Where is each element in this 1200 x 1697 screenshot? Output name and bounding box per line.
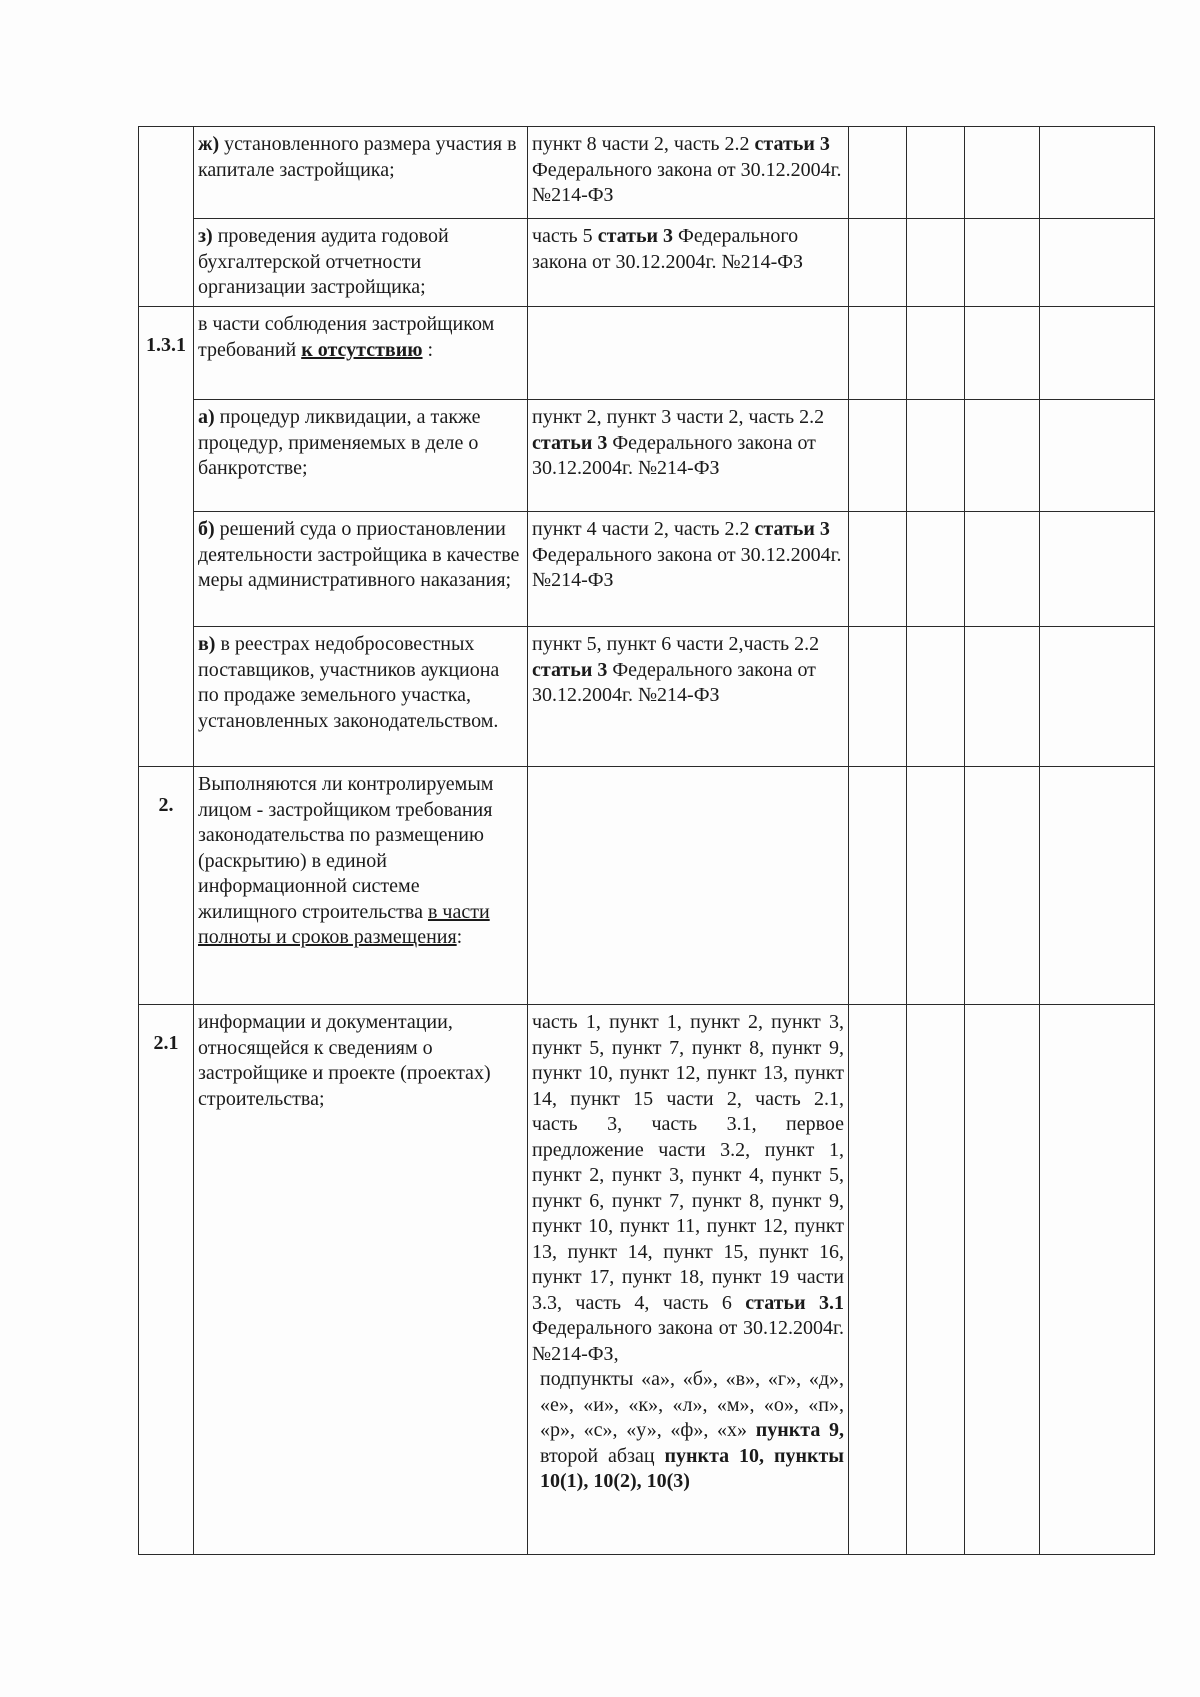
requirement-cell: ж) установленного размера участия в капитале застройщика; xyxy=(194,127,528,219)
table-row xyxy=(139,400,1155,512)
requirement-cell: з) проведения аудита годовой бухгалтерской отчетности организации застройщика; xyxy=(194,219,528,307)
note-cell xyxy=(1040,767,1155,1005)
requirement-cell: Выполняются ли контролируемым лицом - застройщиком требования законодательства по размещению (раскрытию) в единой информационной системе жилищного строительства в части полноты и сроков размещения: xyxy=(194,767,528,1005)
reference-cell: пункт 4 части 2, часть 2.2 статьи 3 Федерального закона от 30.12.2004г. №214-ФЗ xyxy=(528,512,849,627)
row-number xyxy=(139,127,194,307)
row-number: 2.1 xyxy=(139,1005,194,1555)
requirement-cell: информации и документации, относящейся к сведениям о застройщике и проекте (проектах) строительства; xyxy=(194,1005,528,1555)
note-cell xyxy=(1040,400,1155,512)
answer-cell-3 xyxy=(965,767,1040,1005)
reference-cell: пункт 8 части 2, часть 2.2 статьи 3 Федерального закона от 30.12.2004г. №214-ФЗ xyxy=(528,127,849,219)
answer-cell-3 xyxy=(965,400,1040,512)
note-cell xyxy=(1040,1005,1155,1555)
answer-cell-3 xyxy=(965,512,1040,627)
table-row xyxy=(139,767,1155,1005)
note-cell xyxy=(1040,627,1155,767)
answer-cell-1 xyxy=(849,627,907,767)
answer-cell-2 xyxy=(907,127,965,219)
answer-cell-2 xyxy=(907,627,965,767)
note-cell xyxy=(1040,127,1155,219)
note-cell xyxy=(1040,219,1155,307)
answer-cell-3 xyxy=(965,627,1040,767)
reference-cell: часть 5 статьи 3 Федерального закона от 30.12.2004г. №214-ФЗ xyxy=(528,219,849,307)
answer-cell-3 xyxy=(965,127,1040,219)
answer-cell-2 xyxy=(907,307,965,400)
note-cell xyxy=(1040,512,1155,627)
reference-cell xyxy=(528,767,849,1005)
table-row xyxy=(139,307,1155,400)
table-row xyxy=(139,512,1155,627)
table-row xyxy=(139,219,1155,307)
reference-cell xyxy=(528,307,849,400)
answer-cell-3 xyxy=(965,307,1040,400)
note-cell xyxy=(1040,307,1155,400)
row-number: 1.3.1 xyxy=(139,307,194,767)
answer-cell-2 xyxy=(907,512,965,627)
answer-cell-2 xyxy=(907,400,965,512)
table-row xyxy=(139,627,1155,767)
reference-cell: пункт 5, пункт 6 части 2,часть 2.2 статьи 3 Федерального закона от 30.12.2004г. №214-ФЗ xyxy=(528,627,849,767)
row-number: 2. xyxy=(139,767,194,1005)
answer-cell-1 xyxy=(849,307,907,400)
table-row xyxy=(139,1005,1155,1555)
answer-cell-1 xyxy=(849,219,907,307)
answer-cell-2 xyxy=(907,767,965,1005)
reference-cell: пункт 2, пункт 3 части 2, часть 2.2 статьи 3 Федерального закона от 30.12.2004г. №214-ФЗ xyxy=(528,400,849,512)
answer-cell-1 xyxy=(849,767,907,1005)
requirement-cell: а) процедур ликвидации, а также процедур, применяемых в деле о банкротстве; xyxy=(194,400,528,512)
answer-cell-1 xyxy=(849,1005,907,1555)
answer-cell-3 xyxy=(965,219,1040,307)
table-row xyxy=(139,127,1155,219)
answer-cell-2 xyxy=(907,1005,965,1555)
answer-cell-2 xyxy=(907,219,965,307)
answer-cell-1 xyxy=(849,400,907,512)
requirement-cell: в части соблюдения застройщиком требований к отсутствию : xyxy=(194,307,528,400)
answer-cell-3 xyxy=(965,1005,1040,1555)
requirement-cell: б) решений суда о приостановлении деятельности застройщика в качестве меры административного наказания; xyxy=(194,512,528,627)
reference-cell: часть 1, пункт 1, пункт 2, пункт 3, пункт 5, пункт 7, пункт 8, пункт 9, пункт 10, пункт 12, пункт 13, пункт 14, пункт 15 части 2, часть 2.1, часть 3, часть 3.1, первое предложение части 3.2, пункт 1, пункт 2, пункт 3, пункт 4, пункт 5, пункт 6, пункт 7, пункт 8, пункт 9, пункт 10, пункт 11, пункт 12, пункт 13, пункт 14, пункт 15, пункт 16, пункт 17, пункт 18, пункт 19 части 3.3, часть 4, часть 6 статьи 3.1 Федерального закона от 30.12.2004г. №214-ФЗ, подпункты «а», «б», «в», «г», «д», «е», «и», «к», «л», «м», «о», «п», «р», «с», «у», «ф», «х» пункта 9, второй абзац пункта 10, пункты 10(1), 10(2), 10(3) xyxy=(528,1005,849,1555)
answer-cell-1 xyxy=(849,512,907,627)
answer-cell-1 xyxy=(849,127,907,219)
checklist-table xyxy=(138,126,1155,1555)
requirement-cell: в) в реестрах недобросовестных поставщиков, участников аукциона по продаже земельного участка, установленных законодательством. xyxy=(194,627,528,767)
